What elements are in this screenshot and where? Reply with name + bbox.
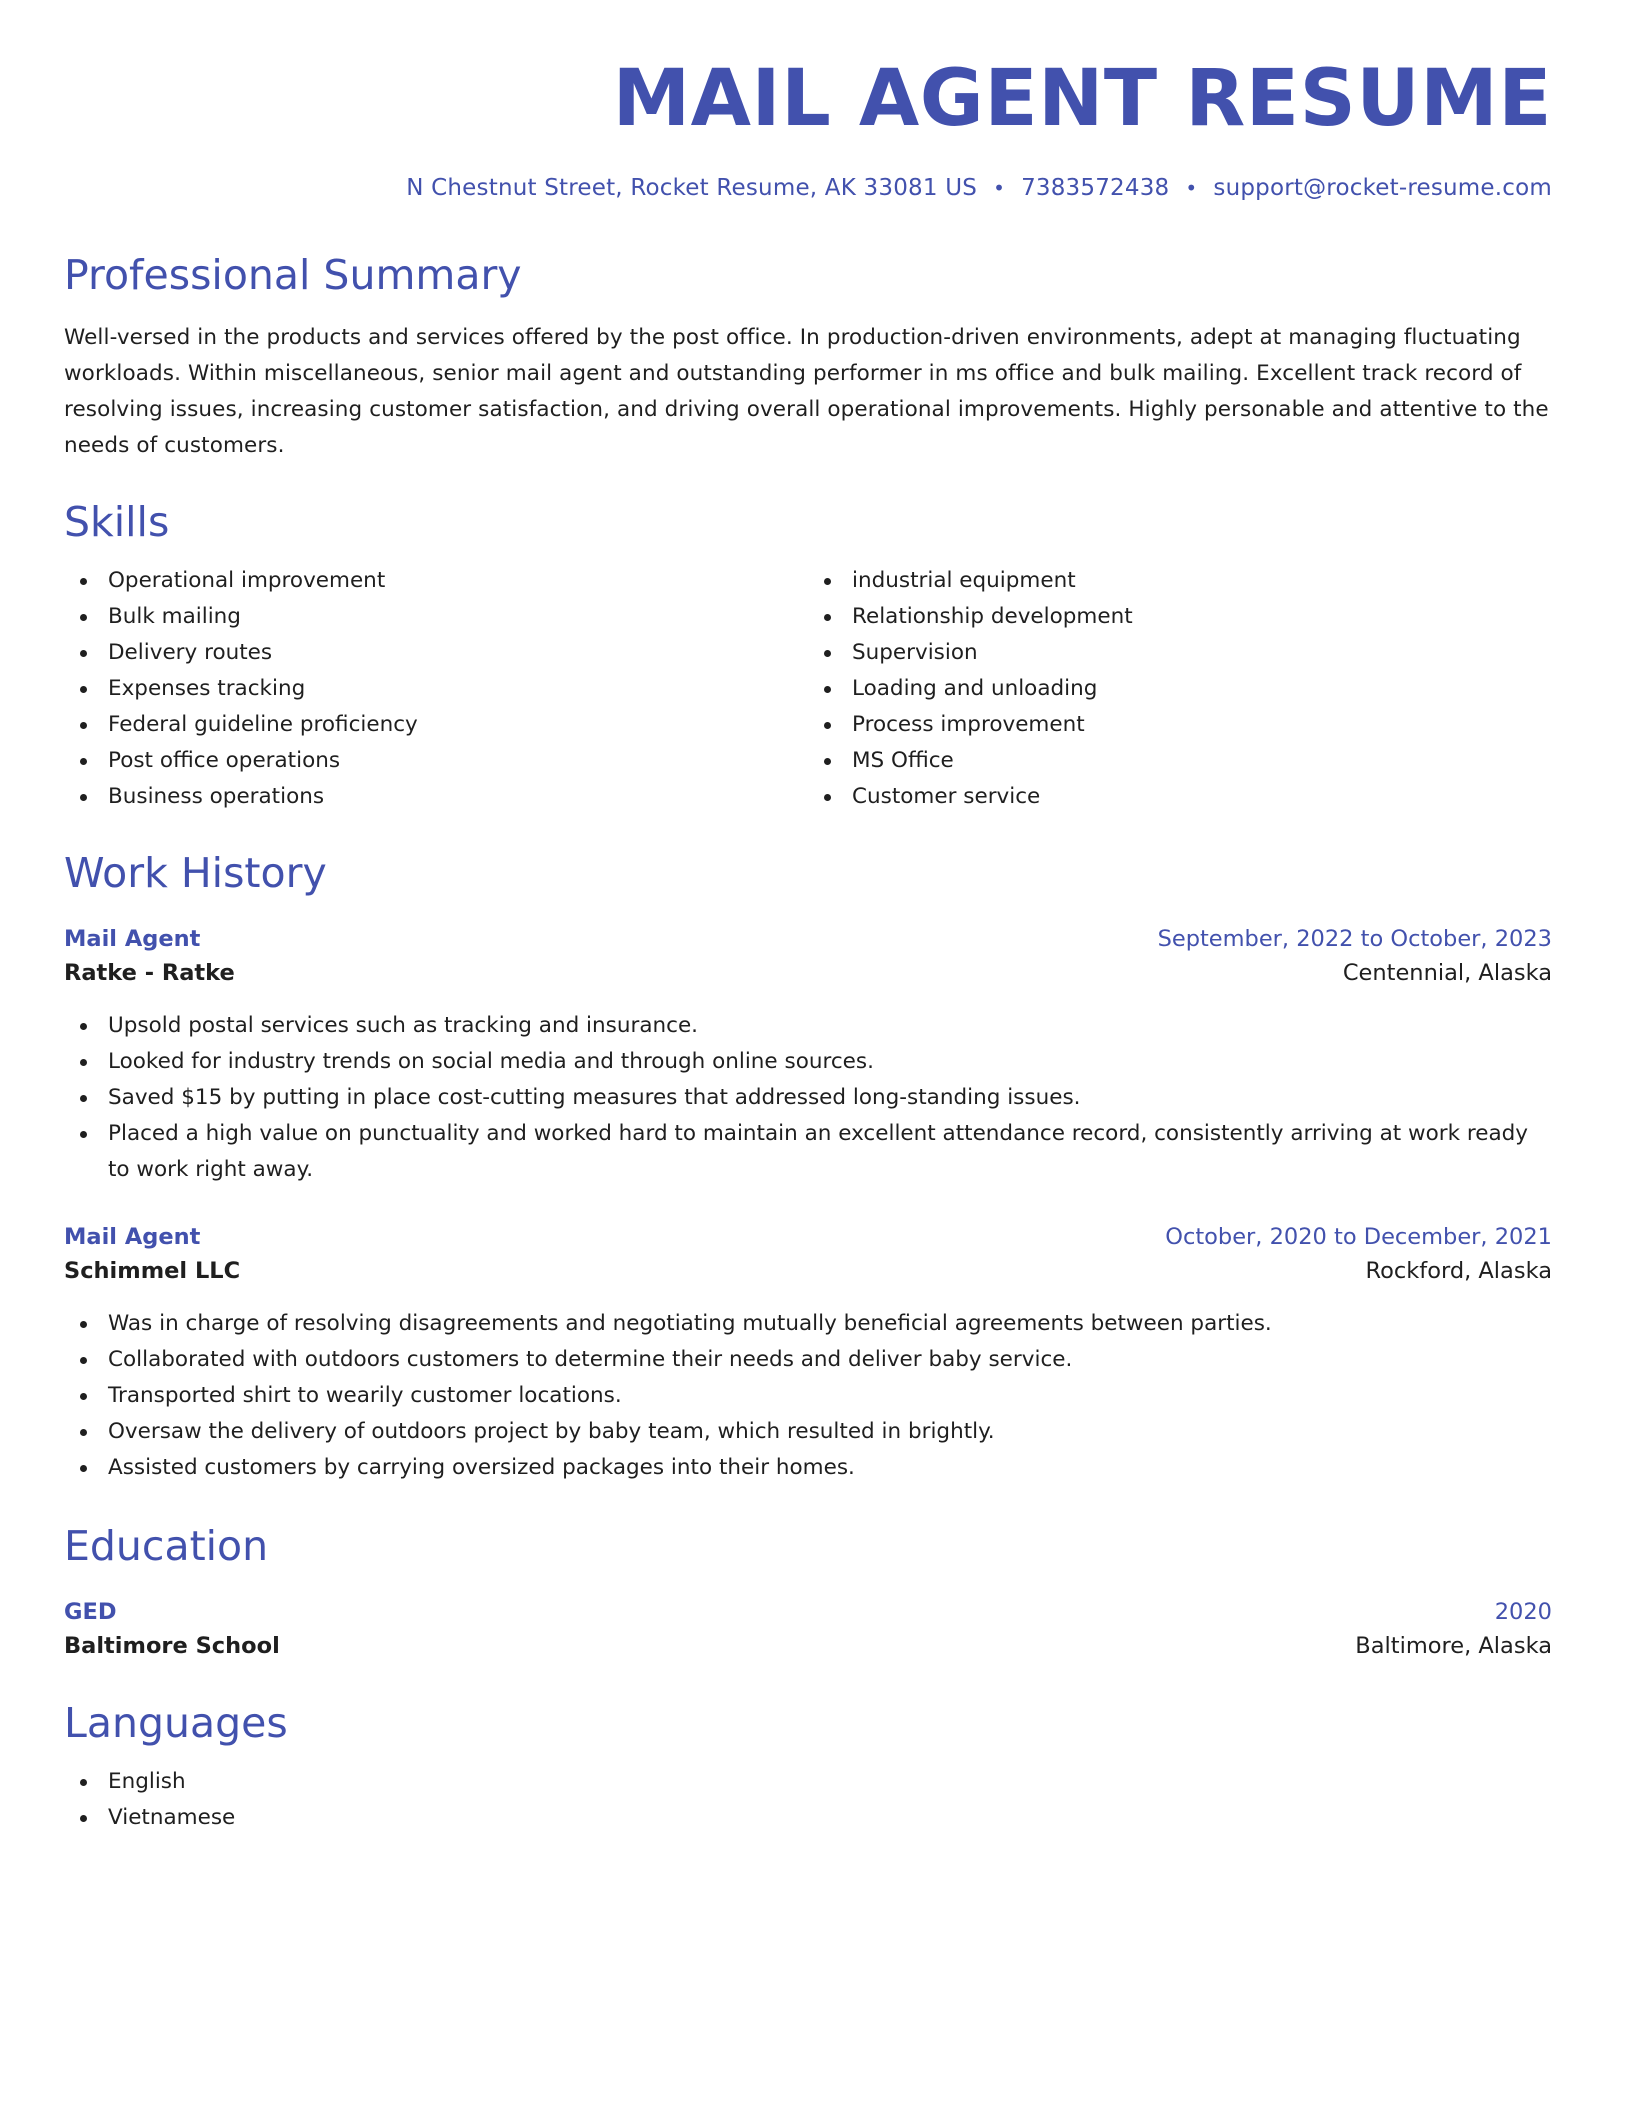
job-dates: September, 2022 to October, 2023 [1157,926,1552,952]
section-title-languages: Languages [64,1699,288,1747]
list-item: Placed a high value on punctuality and worked hard to maintain an excellent attendance record, consistently arriving at work ready to work right away. [64,1116,1552,1188]
list-item: Supervision [808,635,1552,671]
job-bullets [64,1306,1552,1486]
skills-column-left [64,563,808,815]
resume-page [64,0,1552,1836]
education-location: Baltimore, Alaska [1355,1633,1552,1659]
education-degree: GED [64,1599,117,1625]
education-year: 2020 [1494,1599,1552,1625]
education-subheader [64,1627,1552,1665]
job-location: Centennial, Alaska [1342,960,1552,986]
contact-phone[interactable]: 7383572438 [1021,175,1170,201]
job-bullets [64,1008,1552,1188]
list-item: Vietnamese [64,1800,1552,1836]
summary-text: Well-versed in the products and services offered by the post office. In production-driven environments, adept at managing fluctuating workloads. Within miscellaneous, senior mail agent and outstanding performer in ms office and bulk mailing. Excellent track record of resolving issues, increasing customer satisfaction, and driving overall operational improvements. Highly personable and attentive to the needs of customers. [64,325,1549,458]
bullet-separator: • [1185,176,1198,200]
section-title-education: Education [64,1522,269,1570]
section-title-work-history: Work History [64,849,327,897]
list-item: Looked for industry trends on social media and through online sources. [64,1044,1552,1080]
list-item: Oversaw the delivery of outdoors project by baby team, which resulted in brightly. [64,1414,1552,1450]
job-header [64,1222,1552,1252]
list-item: Was in charge of resolving disagreements and negotiating mutually beneficial agreements between parties. [64,1306,1552,1342]
list-item: Business operations [64,779,808,815]
job-company: Ratke - Ratke [64,960,235,986]
list-item: Process improvement [808,707,1552,743]
list-item: Bulk mailing [64,599,808,635]
job-entry [64,1222,1552,1486]
section-title-skills: Skills [64,498,170,546]
education-entry [64,1597,1552,1665]
job-entry [64,924,1552,1188]
list-item: Customer service [808,779,1552,815]
job-company: Schimmel LLC [64,1258,241,1284]
job-subheader [64,954,1552,992]
bullet-separator: • [993,176,1006,200]
job-title: Mail Agent [64,926,201,952]
contact-line [64,175,1552,201]
resume-title: MAIL AGENT RESUME [612,54,1552,144]
list-item: Operational improvement [64,563,808,599]
list-item: Assisted customers by carrying oversized packages into their homes. [64,1450,1552,1486]
skills-list [64,563,1552,815]
list-item: industrial equipment [808,563,1552,599]
education-header [64,1597,1552,1627]
list-item: English [64,1764,1552,1800]
skills-column-right [808,563,1552,815]
list-item: Transported shirt to wearily customer locations. [64,1378,1552,1414]
contact-email[interactable]: support@rocket-resume.com [1213,175,1552,201]
list-item: Expenses tracking [64,671,808,707]
list-item: Post office operations [64,743,808,779]
list-item: Relationship development [808,599,1552,635]
list-item: MS Office [808,743,1552,779]
job-location: Rockford, Alaska [1365,1258,1552,1284]
section-title-summary: Professional Summary [64,251,522,299]
list-item: Loading and unloading [808,671,1552,707]
contact-address: N Chestnut Street, Rocket Resume, AK 33081 US [406,175,978,201]
job-title: Mail Agent [64,1224,201,1250]
list-item: Upsold postal services such as tracking and insurance. [64,1008,1552,1044]
job-subheader [64,1252,1552,1290]
job-dates: October, 2020 to December, 2021 [1165,1224,1552,1250]
list-item: Delivery routes [64,635,808,671]
list-item: Collaborated with outdoors customers to determine their needs and deliver baby service. [64,1342,1552,1378]
job-header [64,924,1552,954]
list-item: Federal guideline proficiency [64,707,808,743]
languages-list [64,1764,1552,1836]
list-item: Saved $15 by putting in place cost-cutting measures that addressed long-standing issues. [64,1080,1552,1116]
education-school: Baltimore School [64,1633,280,1659]
